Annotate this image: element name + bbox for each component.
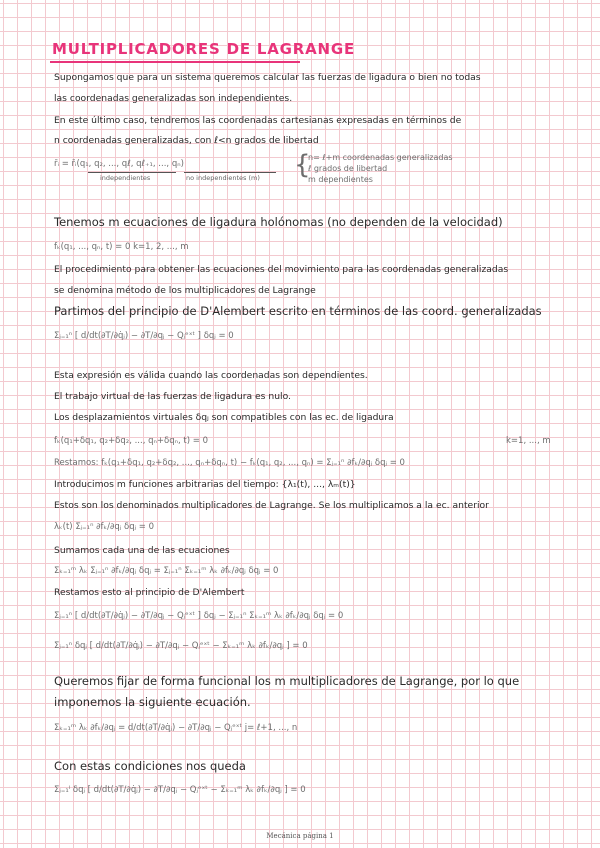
text-line-21: Restamos esto al principio de D'Alembert [54, 587, 245, 598]
title-underline [50, 61, 300, 63]
text-line-12: El trabajo virtual de las fuerzas de ligadura es nulo. [54, 391, 291, 402]
text-line-7: El procedimiento para obtener las ecuaciones del movimiento para las coordenadas generalizadas [54, 264, 509, 275]
constraint-equation: fₖ(q₁, ..., qₙ, t) = 0 k=1, 2, ..., m [54, 242, 189, 252]
text-line-19: Sumamos cada una de las ecuaciones [54, 545, 230, 556]
dalembert-equation: Σⱼ₌₁ⁿ [ d/dt(∂T/∂q̇ⱼ) − ∂T/∂qⱼ − Qⱼᵉˣᵗ ] δqⱼ = 0 [54, 331, 234, 341]
left-brace: { [294, 150, 311, 180]
indep-underbrace [88, 172, 176, 173]
compat-index: k=1, ..., m [506, 436, 551, 446]
text-line-9: Partimos del principio de D'Alembert escrito en términos de las coord. generalizadas [54, 304, 542, 318]
final-equation: Σⱼ₌₁ˡ δqⱼ [ d/dt(∂T/∂q̇ⱼ) − ∂T/∂qⱼ − Qⱼᵉˣᵗ − Σₖ₌₁ᵐ λₖ ∂fₖ/∂qⱼ ] = 0 [54, 785, 306, 795]
imposed-equation: Σₖ₌₁ᵐ λₖ ∂fₖ/∂qⱼ = d/dt(∂T/∂q̇ⱼ) − ∂T/∂qⱼ − Qⱼᵉˣᵗ j= ℓ+1, ..., n [54, 723, 298, 733]
text-line-16: Introducimos m funciones arbitrarias del tiempo: {λ₁(t), ..., λₘ(t)} [54, 479, 356, 490]
text-line-13: Los desplazamientos virtuales δqⱼ son compatibles con las ec. de ligadura [54, 412, 394, 423]
brace-item-1: n= ℓ+m coordenadas generalizadas [308, 153, 453, 162]
page-title: MULTIPLICADORES DE LAGRANGE [52, 40, 356, 58]
text-line-24: Queremos fijar de forma funcional los m multiplicadores de Lagrange, por lo que [54, 674, 520, 688]
text-line-2: las coordenadas generalizadas son independientes. [54, 93, 293, 104]
text-line-8: se denomina método de los multiplicadores de Lagrange [54, 285, 316, 296]
text-line-11: Esta expresión es válida cuando las coordenadas son dependientes. [54, 370, 368, 381]
subtracted-equation-1: Σⱼ₌₁ⁿ [ d/dt(∂T/∂q̇ⱼ) − ∂T/∂qⱼ − Qⱼᵉˣᵗ ] δqⱼ − Σⱼ₌₁ⁿ Σₖ₌₁ᵐ λₖ ∂fₖ/∂qⱼ δqⱼ = 0 [54, 611, 344, 621]
subtracted-equation-2: Σⱼ₌₁ⁿ δqⱼ [ d/dt(∂T/∂q̇ⱼ) − ∂T/∂qⱼ − Qⱼᵉˣᵗ − Σₖ₌₁ᵐ λₖ ∂fₖ/∂qⱼ ] = 0 [54, 641, 308, 651]
coord-equation: r̄ᵢ = r̄ᵢ(q₁, q₂, ..., qℓ, qℓ₊₁, ..., qₙ) [54, 159, 184, 169]
lambda-equation: λₖ(t) Σⱼ₌₁ⁿ ∂fₖ/∂qⱼ δqⱼ = 0 [54, 522, 155, 532]
compat-equation: fₖ(q₁+δq₁, q₂+δq₂, ..., qₙ+δqₙ, t) = 0 [54, 436, 208, 446]
text-line-27: Con estas condiciones nos queda [54, 759, 246, 773]
brace-item-3: m dependientes [308, 175, 373, 184]
text-line-25: imponemos la siguiente ecuación. [54, 695, 251, 709]
page-footer: Mecánica página 1 [266, 832, 334, 840]
text-line-4: n coordenadas generalizadas, con ℓ<n grados de libertad [54, 135, 319, 146]
text-line-1: Supongamos que para un sistema queremos calcular las fuerzas de ligadura o bien no todas [54, 72, 481, 83]
text-line-5: Tenemos m ecuaciones de ligadura holónomas (no dependen de la velocidad) [54, 215, 503, 229]
noindep-underbrace [184, 172, 276, 173]
noindep-label: no independientes (m) [186, 174, 260, 182]
text-line-3: En este último caso, tendremos las coordenadas cartesianas expresadas en términos de [54, 115, 462, 126]
subtract-equation: Restamos: fₖ(q₁+δq₁, q₂+δq₂, ..., qₙ+δqₙ, t) − fₖ(q₁, q₂, ..., qₙ) = Σⱼ₌₁ⁿ ∂fₖ/∂qⱼ δqⱼ = 0 [54, 458, 405, 468]
text-line-17: Estos son los denominados multiplicadores de Lagrange. Se los multiplicamos a la ec. anterior [54, 500, 489, 511]
indep-label: independientes [100, 174, 151, 182]
sum-equation: Σₖ₌₁ᵐ λₖ Σⱼ₌₁ⁿ ∂fₖ/∂qⱼ δqⱼ = Σⱼ₌₁ⁿ Σₖ₌₁ᵐ λₖ ∂fₖ/∂qⱼ δqⱼ = 0 [54, 566, 279, 576]
brace-item-2: ℓ grados de libertad [308, 164, 388, 173]
